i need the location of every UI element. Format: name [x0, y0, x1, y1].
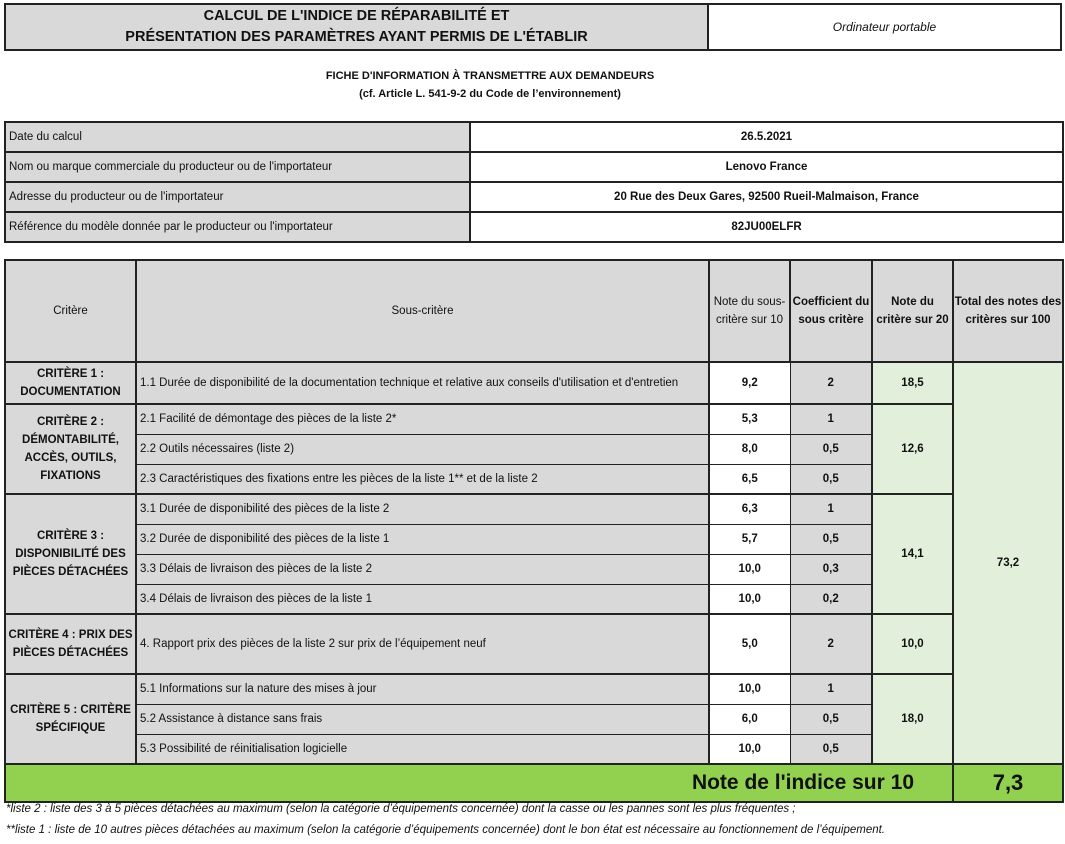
header-note-critere: Note du critère sur 20: [872, 260, 953, 362]
sub-criterion-label: 2.3 Caractéristiques des fixations entre les pièces de la liste 1** et de la liste 2: [136, 464, 709, 494]
sub-criterion-label: 5.3 Possibilité de réinitialisation logicielle: [136, 734, 709, 764]
footnote-liste-1: **liste 1 : liste de 10 autres pièces détachées au maximum (selon la catégorie d’équipements concernée) dont le bon état est nécessaire au fonctionnement de l’équipement.: [6, 824, 885, 836]
criterion-name: CRITÈRE 3 : DISPONIBILITÉ DES PIÈCES DÉTACHÉES: [5, 494, 136, 614]
info-label: Référence du modèle donnée par le producteur ou l'importateur: [5, 212, 470, 242]
sub-criterion-coefficient: 0,5: [790, 704, 872, 734]
criterion-score: 14,1: [872, 494, 953, 614]
sub-criterion-note: 10,0: [709, 734, 790, 764]
sub-criterion-note: 5,3: [709, 404, 790, 434]
criterion-score: 18,0: [872, 674, 953, 764]
criterion-score: 12,6: [872, 404, 953, 494]
sub-criterion-label: 2.1 Facilité de démontage des pièces de la liste 2*: [136, 404, 709, 434]
info-row: [5, 212, 1063, 242]
header-sous-critere: Sous-critère: [136, 260, 709, 362]
sub-criterion-note: 8,0: [709, 434, 790, 464]
subtitle-line-2: (cf. Article L. 541-9-2 du Code de l’environnement): [359, 88, 621, 100]
header-coefficient: Coefficient du sous critère: [790, 260, 872, 362]
sub-criterion-label: 3.2 Durée de disponibilité des pièces de la liste 1: [136, 524, 709, 554]
info-table: [4, 121, 1064, 243]
product-category-text: Ordinateur portable: [832, 20, 937, 34]
product-category: [707, 3, 1062, 51]
info-label: Adresse du producteur ou de l'importateur: [5, 182, 470, 212]
total-score: 73,2: [953, 362, 1063, 764]
sub-criterion-label: 2.2 Outils nécessaires (liste 2): [136, 434, 709, 464]
criterion-score: 10,0: [872, 614, 953, 674]
footnote-liste-2: *liste 2 : liste des 3 à 5 pièces détachées au maximum (selon la catégorie d’équipements concernée) dont la casse ou les pannes sont les plus fréquentes ;: [6, 803, 796, 815]
criteria-row: [5, 404, 1063, 434]
sub-criterion-coefficient: 0,2: [790, 584, 872, 614]
sub-criterion-coefficient: 0,5: [790, 464, 872, 494]
sub-criterion-note: 9,2: [709, 362, 790, 404]
sub-criterion-note: 10,0: [709, 674, 790, 704]
sub-criterion-note: 10,0: [709, 584, 790, 614]
info-label: Date du calcul: [5, 122, 470, 152]
title-line-2: PRÉSENTATION DES PARAMÈTRES AYANT PERMIS DE L'ÉTABLIR: [125, 29, 588, 45]
final-score-label: Note de l'indice sur 10: [5, 764, 953, 802]
sub-criterion-label: 3.1 Durée de disponibilité des pièces de la liste 2: [136, 494, 709, 524]
criterion-score: 18,5: [872, 362, 953, 404]
subtitle-line-1: FICHE D'INFORMATION À TRANSMETTRE AUX DEMANDEURS: [325, 70, 655, 82]
sub-criterion-label: 4. Rapport prix des pièces de la liste 2 sur prix de l’équipement neuf: [136, 614, 709, 674]
criteria-row: [5, 614, 1063, 674]
criteria-row: [5, 674, 1063, 704]
criteria-header-row: [5, 260, 1063, 362]
info-value: 20 Rue des Deux Gares, 92500 Rueil-Malmaison, France: [470, 182, 1063, 212]
final-score-value: 7,3: [953, 764, 1063, 802]
info-value: Lenovo France: [470, 152, 1063, 182]
sub-criterion-coefficient: 1: [790, 404, 872, 434]
subtitle: [200, 66, 780, 104]
info-label: Nom ou marque commerciale du producteur ou de l'importateur: [5, 152, 470, 182]
document-title: [4, 3, 709, 51]
criteria-row: [5, 362, 1063, 404]
info-row: [5, 122, 1063, 152]
sub-criterion-label: 1.1 Durée de disponibilité de la documentation technique et relative aux conseils d'utilisation et d'entretien: [136, 362, 709, 404]
sub-criterion-coefficient: 0,3: [790, 554, 872, 584]
sub-criterion-note: 10,0: [709, 554, 790, 584]
sub-criterion-coefficient: 0,5: [790, 734, 872, 764]
sub-criterion-coefficient: 0,5: [790, 434, 872, 464]
sub-criterion-label: 3.4 Délais de livraison des pièces de la liste 1: [136, 584, 709, 614]
info-value: 82JU00ELFR: [470, 212, 1063, 242]
title-line-1: CALCUL DE L'INDICE DE RÉPARABILITÉ ET: [203, 8, 510, 24]
header-total: Total des notes des critères sur 100: [953, 260, 1063, 362]
sub-criterion-coefficient: 2: [790, 614, 872, 674]
criterion-name: CRITÈRE 4 : PRIX DES PIÈCES DÉTACHÉES: [5, 614, 136, 674]
criteria-row: [5, 494, 1063, 524]
sub-criterion-label: 5.1 Informations sur la nature des mises à jour: [136, 674, 709, 704]
info-value: 26.5.2021: [470, 122, 1063, 152]
header-note-sous-critere: Note du sous-critère sur 10: [709, 260, 790, 362]
info-row: [5, 182, 1063, 212]
criterion-name: CRITÈRE 1 : DOCUMENTATION: [5, 362, 136, 404]
sub-criterion-note: 6,5: [709, 464, 790, 494]
criterion-name: CRITÈRE 2 : DÉMONTABILITÉ, ACCÈS, OUTILS, FIXATIONS: [5, 404, 136, 494]
sub-criterion-label: 3.3 Délais de livraison des pièces de la liste 2: [136, 554, 709, 584]
sub-criterion-coefficient: 1: [790, 674, 872, 704]
criterion-name: CRITÈRE 5 : CRITÈRE SPÉCIFIQUE: [5, 674, 136, 764]
final-score-row: [5, 764, 1063, 802]
sub-criterion-label: 5.2 Assistance à distance sans frais: [136, 704, 709, 734]
criteria-table: [4, 259, 1064, 803]
sub-criterion-note: 6,3: [709, 494, 790, 524]
sub-criterion-coefficient: 1: [790, 494, 872, 524]
sub-criterion-note: 5,0: [709, 614, 790, 674]
sub-criterion-note: 5,7: [709, 524, 790, 554]
sub-criterion-coefficient: 2: [790, 362, 872, 404]
info-row: [5, 152, 1063, 182]
header-critere: Critère: [5, 260, 136, 362]
sub-criterion-note: 6,0: [709, 704, 790, 734]
sub-criterion-coefficient: 0,5: [790, 524, 872, 554]
